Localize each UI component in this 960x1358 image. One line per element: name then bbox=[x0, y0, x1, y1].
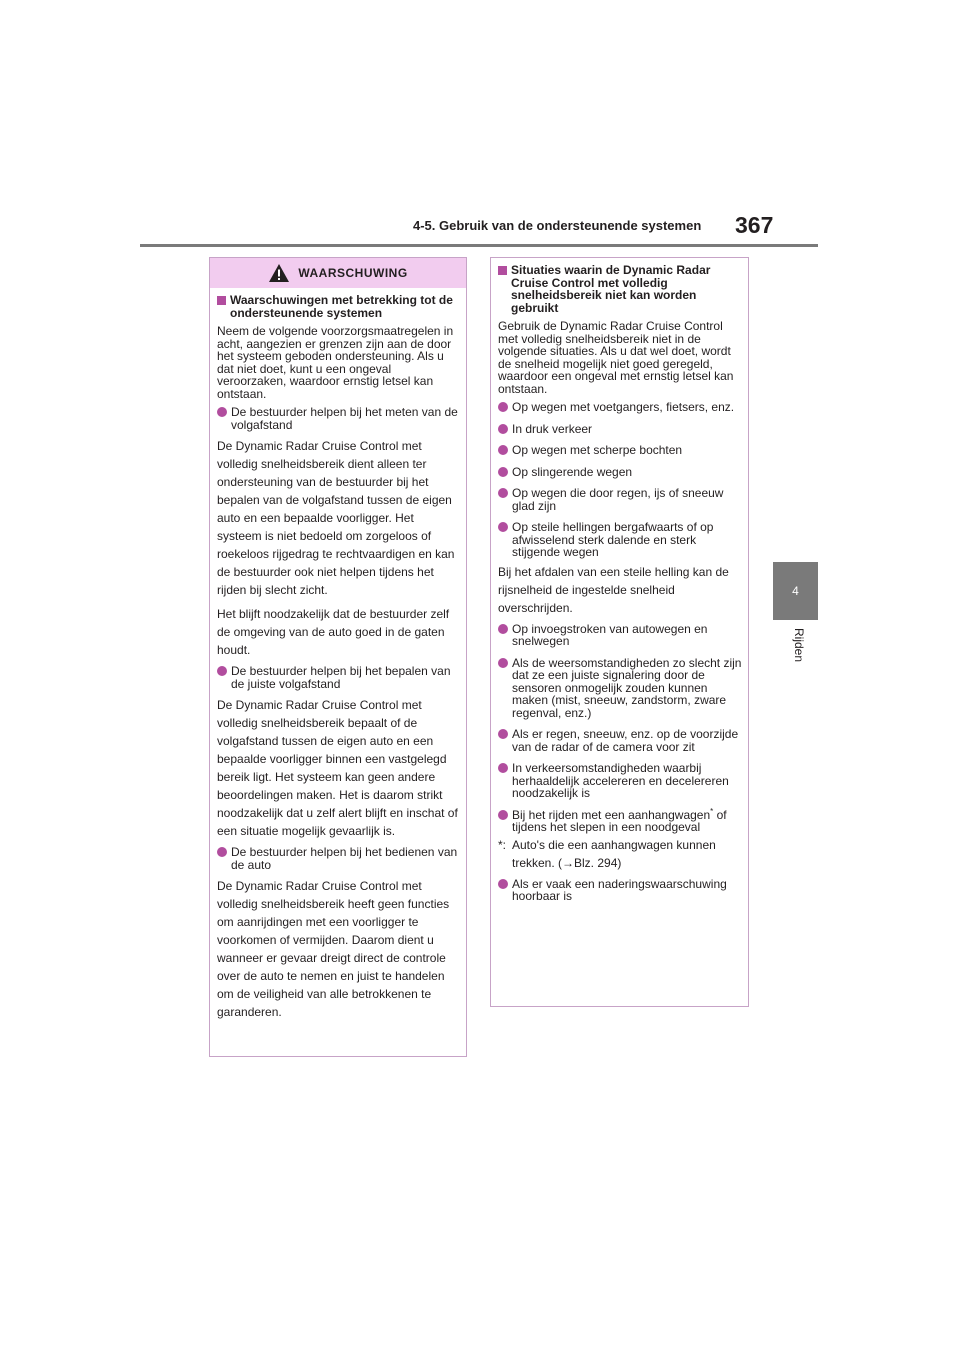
bullet-dot-icon bbox=[498, 879, 508, 889]
bullet-text: Als er vaak een naderingswaarschuwing hoorbaar is bbox=[512, 876, 727, 903]
warning-heading-text: Waarschuwingen met betrekking tot de ondersteunende systemen bbox=[230, 293, 453, 320]
bullet-dot-icon bbox=[498, 729, 508, 739]
bullet-item bbox=[498, 623, 742, 648]
bullet-text: of tijdens het slepen in een noodgeval bbox=[512, 807, 727, 834]
bullet-text: Als de weersomstandigheden zo slecht zijn dat ze een juiste signalering door de sensoren onmogelijk zouden kunnen maken (mist, sneeuw, zandstorm, zware regenval, enz.) bbox=[512, 655, 742, 720]
bullet-item bbox=[498, 444, 742, 457]
square-bullet-icon bbox=[498, 266, 507, 275]
bullet-dot-icon bbox=[498, 810, 508, 820]
paragraph: De Dynamic Radar Cruise Control met volledig snelheidsbereik dient alleen ter ondersteuning van de bestuurder bij het bepalen van de volgafstand tussen de eigen auto en een bepaalde voorligger. Het systeem is niet bedoeld om zorgeloos of roekeloos rijgedrag te rechtvaardigen en kan de bestuurder ook niet helpen tijdens het rijden bij slecht zicht. bbox=[217, 439, 455, 597]
bullet-text: Op wegen die door regen, ijs of sneeuw glad zijn bbox=[512, 486, 724, 513]
paragraph: Bij het afdalen van een steile helling kan de rijsnelheid de ingestelde snelheid overschrijden. bbox=[498, 564, 729, 615]
warning-triangle-icon bbox=[268, 263, 290, 283]
paragraph: Het blijft noodzakelijk dat de bestuurder zelf de omgeving van de auto goed in de gaten houdt. bbox=[217, 607, 450, 657]
bullet-text: De bestuurder helpen bij het meten van de volgafstand bbox=[231, 405, 458, 432]
bullet-item bbox=[498, 762, 742, 800]
warning-content bbox=[210, 288, 466, 1021]
footnote bbox=[498, 836, 742, 872]
footnote-mark: *: bbox=[498, 837, 507, 852]
bullet-text: In druk verkeer bbox=[512, 421, 593, 436]
bullet-dot-icon bbox=[498, 624, 508, 634]
bullet-dot-icon bbox=[498, 424, 508, 434]
bullet-text: Op wegen met voetgangers, fietsers, enz. bbox=[512, 400, 735, 414]
bullet-text: Op slingerende wegen bbox=[512, 464, 633, 479]
info-box bbox=[490, 257, 749, 1007]
info-heading bbox=[498, 264, 742, 314]
chapter-tab[interactable] bbox=[773, 562, 818, 620]
bullet-dot-icon bbox=[498, 402, 508, 412]
bullet-item bbox=[217, 665, 460, 690]
bullet-dot-icon bbox=[217, 666, 227, 676]
bullet-item bbox=[498, 728, 742, 753]
chapter-number: 4 bbox=[792, 584, 799, 598]
info-intro: Gebruik de Dynamic Radar Cruise Control met volledig snelheidsbereik niet in de volgende situaties. Als u dat wel doet, wordt de snelheid mogelijk niet goed geregeld, waardoor een ongeval met ernstig letsel kan ontstaan. bbox=[498, 319, 734, 396]
chapter-label: Rijden bbox=[792, 628, 806, 663]
bullet-item bbox=[217, 406, 460, 431]
page-number: 367 bbox=[735, 212, 774, 238]
bullet-dot-icon bbox=[498, 467, 508, 477]
bullet-item bbox=[498, 521, 742, 559]
info-heading-text: Situaties waarin de Dynamic Radar Cruise Control met volledig snelheidsbereik niet kan worden gebruikt bbox=[511, 263, 711, 315]
bullet-item bbox=[498, 423, 742, 436]
bullet-dot-icon bbox=[498, 488, 508, 498]
warning-heading bbox=[217, 294, 460, 319]
square-bullet-icon bbox=[217, 296, 226, 305]
bullet-item bbox=[498, 401, 742, 414]
section-title: 4-5. Gebruik van de ondersteunende systemen bbox=[413, 218, 702, 233]
bullet-item bbox=[498, 466, 742, 479]
bullet-dot-icon bbox=[498, 763, 508, 773]
bullet-text: Bij het rijden met een aanhangwagen bbox=[512, 807, 711, 822]
footnote-marker: * bbox=[710, 806, 714, 816]
warning-intro: Neem de volgende voorzorgsmaatregelen in acht, aangezien er grenzen zijn aan de door het systeem geboden ondersteuning. Als u dat niet doet, kunt u een ongeval veroorzaken, waardoor ernstig letsel kan ontstaan. bbox=[217, 324, 454, 401]
bullet-item bbox=[217, 846, 460, 871]
bullet-item bbox=[498, 806, 742, 834]
bullet-item bbox=[498, 657, 742, 720]
header-rule bbox=[140, 244, 818, 247]
bullet-dot-icon bbox=[217, 847, 227, 857]
bullet-text: Als er regen, sneeuw, enz. op de voorzijde van de radar of de camera voor zit bbox=[512, 727, 739, 754]
bullet-item bbox=[498, 878, 742, 903]
bullet-text: De bestuurder helpen bij het bedienen van de auto bbox=[231, 845, 458, 872]
bullet-dot-icon bbox=[498, 522, 508, 532]
bullet-text: In verkeersomstandigheden waarbij herhaaldelijk accelereren en decelereren noodzakelijk is bbox=[512, 761, 729, 800]
bullet-text: Op invoegstroken van autowegen en snelwegen bbox=[512, 621, 708, 648]
footnote-text: Auto's die een aanhangwagen kunnen trekken. (→Blz. 294) bbox=[512, 837, 716, 870]
bullet-dot-icon bbox=[498, 445, 508, 455]
bullet-text: Op steile hellingen bergafwaarts of op afwisselend sterk dalende en sterk stijgende wegen bbox=[512, 520, 714, 559]
paragraph: De Dynamic Radar Cruise Control met volledig snelheidsbereik bepaalt of de volgafstand tussen de eigen auto en een bepaalde voorligger binnen een vastgelegd bereik ligt. Het systeem kan geen andere beoordelingen maken. Het is daarom strikt noodzakelijk dat u zelf alert blijft en inschat of een situatie mogelijk gevaarlijk is. bbox=[217, 698, 458, 838]
bullet-text: Op wegen met scherpe bochten bbox=[512, 443, 683, 457]
bullet-dot-icon bbox=[217, 407, 227, 417]
warning-header bbox=[210, 258, 466, 288]
bullet-text: De bestuurder helpen bij het bepalen van de juiste volgafstand bbox=[231, 664, 451, 691]
warning-label: WAARSCHUWING bbox=[298, 266, 408, 280]
bullet-dot-icon bbox=[498, 658, 508, 668]
info-content bbox=[491, 258, 748, 903]
warning-box bbox=[209, 257, 467, 1057]
paragraph: De Dynamic Radar Cruise Control met volledig snelheidsbereik heeft geen functies om aanrijdingen met een voorligger te voorkomen of vermijden. Daarom dient u wanneer er gevaar dreigt direct de controle over de auto te nemen en juist te handelen om de veiligheid van alle betrokkenen te garanderen. bbox=[217, 879, 450, 1019]
bullet-item bbox=[498, 487, 742, 512]
